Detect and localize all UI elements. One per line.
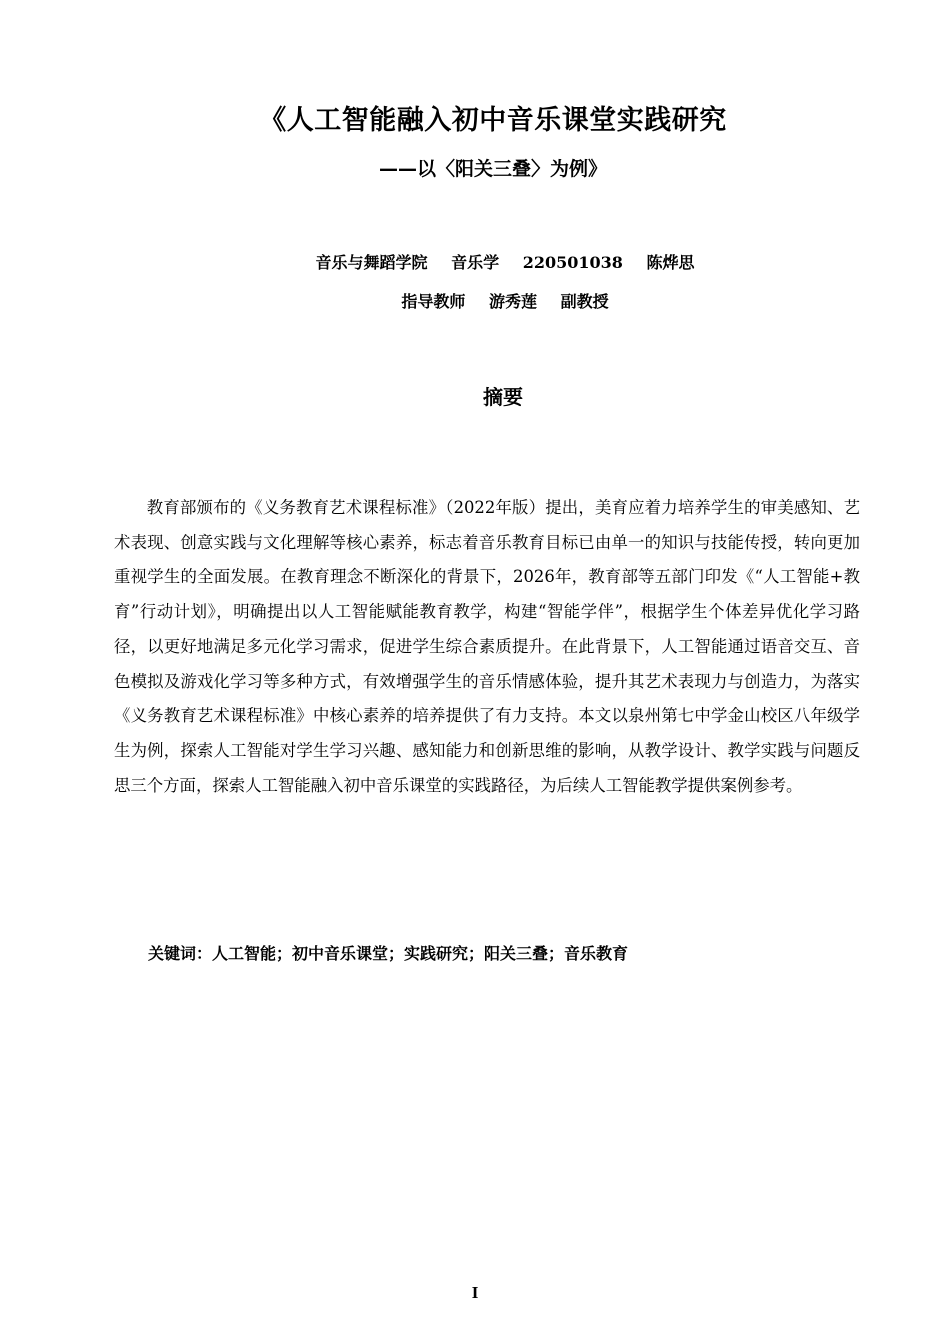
- advisor-label: 指导教师: [401, 292, 466, 311]
- keywords-line: 关键词：人工智能；初中音乐课堂；实践研究；阳关三叠；音乐教育: [148, 944, 629, 963]
- advisor-title: 副教授: [560, 292, 609, 311]
- advisor-info: [0, 289, 950, 312]
- abstract-heading: 摘要: [483, 385, 523, 409]
- author-name: 陈烨思: [646, 253, 695, 272]
- paper-title: 《人工智能融入初中音乐课堂实践研究: [259, 105, 727, 136]
- author-major: 音乐学: [451, 253, 500, 272]
- author-college: 音乐与舞蹈学院: [315, 253, 428, 272]
- abstract-body: 教育部颁布的《义务教育艺术课程标准》（2022年版）提出，美育应着力培养学生的审美感知、艺术表现、创意实践与文化理解等核心素养，标志着音乐教育目标已由单一的知识与技能传授，转向更加重视学生的全面发展。在教育理念不断深化的背景下，2026年，教育部等五部门印发《“人工智能+教育”行动计划》，明确提出以人工智能赋能教育教学，构建“智能学伴”，根据学生个体差异优化学习路径，以更好地满足多元化学习需求，促进学生综合素质提升。在此背景下，人工智能通过语音交互、音色模拟及游戏化学习等多种方式，有效增强学生的音乐情感体验，提升其艺术表现力与创造力，为落实《义务教育艺术课程标准》中核心素养的培养提供了有力支持。本文以泉州第七中学金山校区八年级学生为例，探索人工智能对学生学习兴趣、感知能力和创新思维的影响，从教学设计、教学实践与问题反思三个方面，探索人工智能融入初中音乐课堂的实践路径，为后续人工智能教学提供案例参考。: [114, 498, 860, 795]
- author-info: [0, 250, 950, 273]
- advisor-name: 游秀莲: [488, 292, 537, 311]
- paper-subtitle: ——以〈阳关三叠〉为例》: [378, 158, 607, 180]
- author-student-id: 220501038: [522, 253, 623, 272]
- page-number: I: [471, 1283, 479, 1302]
